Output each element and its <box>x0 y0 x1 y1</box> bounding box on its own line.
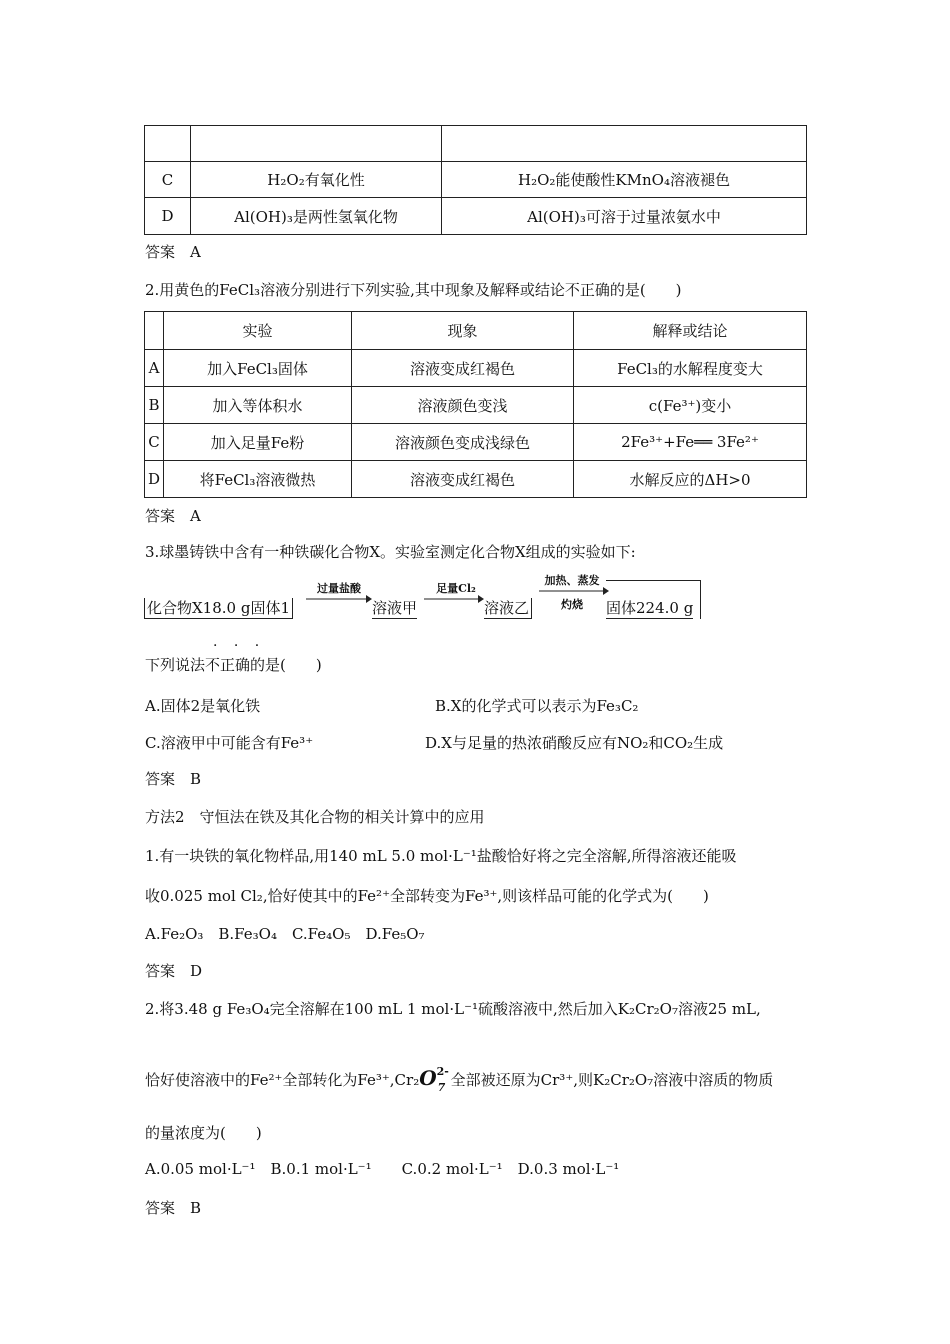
cell: 2Fe³⁺+Fe══ 3Fe²⁺ <box>574 424 807 461</box>
dichromate-sup: 2- <box>436 1065 449 1078</box>
header-cell: 实验 <box>164 312 352 350</box>
q3-question: 下列说法不正确的是( ) <box>145 656 322 674</box>
flow-arrow-icon <box>539 586 609 596</box>
m2-q2-line3: 的量浓度为( ) <box>145 1124 262 1142</box>
cell: H₂O₂有氧化性 <box>191 162 442 198</box>
row-label: D <box>145 198 191 235</box>
m2-q1-options: A.Fe₂O₃ B.Fe₃O₄ C.Fe₄O₅ D.Fe₅O₇ <box>145 925 425 943</box>
m2-q2-answer: 答案 B <box>145 1199 202 1217</box>
table-header-row <box>145 312 807 350</box>
cell <box>442 126 807 162</box>
q3-stem: 3.球墨铸铁中含有一种铁碳化合物X。实验室测定化合物X组成的实验如下: <box>145 543 636 561</box>
table-row <box>145 126 807 162</box>
q3-option-b: B.X的化学式可以表示为Fe₃C₂ <box>435 697 639 715</box>
cell: Al(OH)₃可溶于过量浓氨水中 <box>442 198 807 235</box>
flow-arrow-icon <box>306 594 372 604</box>
table-row <box>145 198 807 235</box>
dichromate-o: O <box>419 1066 437 1090</box>
cell: 将FeCl₃溶液微热 <box>164 461 352 498</box>
cell: 溶液颜色变浅 <box>352 387 574 424</box>
cell <box>191 126 442 162</box>
table-row <box>145 461 807 498</box>
row-label <box>145 126 191 162</box>
table-row <box>145 350 807 387</box>
method2-title: 方法2 守恒法在铁及其化合物的相关计算中的应用 <box>145 808 485 826</box>
flow-start: 化合物X18.0 g固体1 <box>144 598 293 619</box>
m2-q2-line2-a: 恰好使溶液中的Fe²⁺全部转化为Fe³⁺,Cr₂ <box>145 1071 420 1089</box>
answer-1: 答案 A <box>145 243 201 261</box>
header-cell <box>145 312 164 350</box>
row-label: C <box>145 424 164 461</box>
row-label: B <box>145 387 164 424</box>
m2-q2-line2-b: 全部被还原为Cr³⁺,则K₂Cr₂O₇溶液中溶质的物质 <box>450 1071 774 1089</box>
cell: 加入足量Fe粉 <box>164 424 352 461</box>
table-row <box>145 424 807 461</box>
cell: 溶液变成红褐色 <box>352 350 574 387</box>
row-label: A <box>145 350 164 387</box>
answer-3: 答案 B <box>145 770 202 788</box>
m2-q2-options: A.0.05 mol·L⁻¹ B.0.1 mol·L⁻¹ C.0.2 mol·L⁻¹ D.0.3 mol·L⁻¹ <box>145 1160 620 1178</box>
cell: H₂O₂能使酸性KMnO₄溶液褪色 <box>442 162 807 198</box>
flow-arrow1-label: 过量盐酸 <box>317 582 361 595</box>
cell: 水解反应的ΔH>0 <box>574 461 807 498</box>
m2-q2-line1: 2.将3.48 g Fe₃O₄完全溶解在100 mL 1 mol·L⁻¹硫酸溶液中,然后加入K₂Cr₂O₇溶液25 mL, <box>145 1000 761 1018</box>
table-continued <box>144 125 807 235</box>
row-label: D <box>145 461 164 498</box>
m2-q1-line2: 收0.025 mol Cl₂,恰好使其中的Fe²⁺全部转变为Fe³⁺,则该样品可能的化学式为( ) <box>145 887 709 905</box>
cell: 溶液变成红褐色 <box>352 461 574 498</box>
table-row <box>145 387 807 424</box>
m2-q2-line2 <box>145 1065 774 1094</box>
flow-end: 固体224.0 g <box>606 599 694 617</box>
flow-box-3: 溶液乙 <box>484 598 532 619</box>
cell: FeCl₃的水解程度变大 <box>574 350 807 387</box>
cell: Al(OH)₃是两性氢氧化物 <box>191 198 442 235</box>
answer-2: 答案 A <box>145 507 201 525</box>
flow-box-2: 溶液甲 <box>372 599 418 617</box>
flow-diagram <box>144 570 714 620</box>
row-label: C <box>145 162 191 198</box>
q3-option-d: D.X与足量的热浓硝酸反应有NO₂和CO₂生成 <box>425 734 724 752</box>
cell: 溶液颜色变成浅绿色 <box>352 424 574 461</box>
q3-option-c: C.溶液甲中可能含有Fe³⁺ <box>145 734 314 752</box>
cell: 加入等体积水 <box>164 387 352 424</box>
q3-option-a: A.固体2是氧化铁 <box>145 697 261 715</box>
table-row <box>145 162 807 198</box>
header-cell: 解释或结论 <box>574 312 807 350</box>
emphasis-dots: · · · <box>213 638 266 654</box>
q2-table <box>144 311 807 498</box>
flow-arrow2-label: 足量Cl₂ <box>436 582 476 595</box>
flow-arrow3-bottom-label: 灼烧 <box>561 598 583 611</box>
flow-arrow3-top-label: 加热、蒸发 <box>544 574 600 587</box>
cell: c(Fe³⁺)变小 <box>574 387 807 424</box>
header-cell: 现象 <box>352 312 574 350</box>
dichromate-sub: 7 <box>437 1081 446 1094</box>
cell: 加入FeCl₃固体 <box>164 350 352 387</box>
q2-stem: 2.用黄色的FeCl₃溶液分别进行下列实验,其中现象及解释或结论不正确的是( ) <box>145 281 682 299</box>
m2-q1-line1: 1.有一块铁的氧化物样品,用140 mL 5.0 mol·L⁻¹盐酸恰好将之完全溶解,所得溶液还能吸 <box>145 847 737 865</box>
flow-arrow-icon <box>424 594 484 604</box>
m2-q1-answer: 答案 D <box>145 962 203 980</box>
